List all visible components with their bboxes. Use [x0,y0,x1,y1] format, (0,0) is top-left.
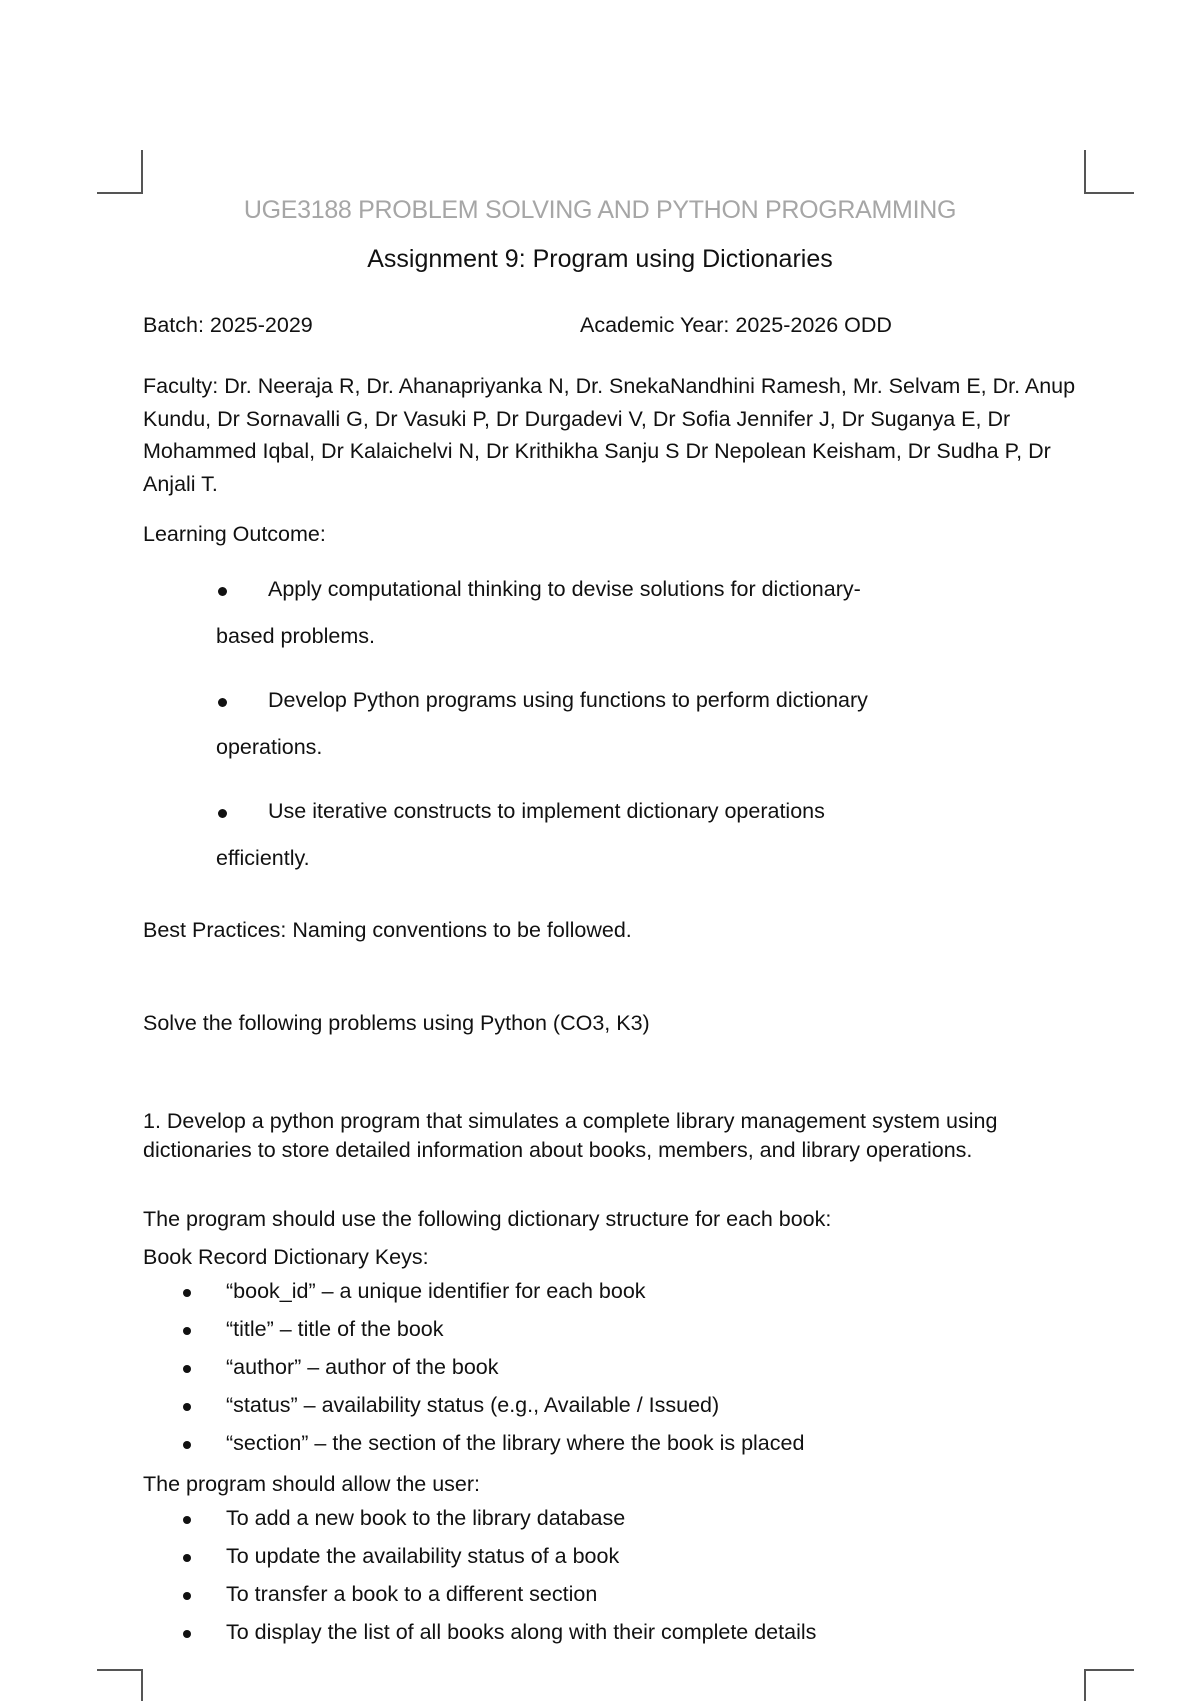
assignment-title: Assignment 9: Program using Dictionaries [367,245,833,273]
structure-intro: The program should use the following dictionary structure for each book: [143,1207,832,1231]
bullet-icon [183,1630,191,1638]
learning-outcome-line: Use iterative constructs to implement dictionary operations [268,799,825,823]
faculty-list: Faculty: Dr. Neeraja R, Dr. Ahanapriyanka N, Dr. SnekaNandhini Ramesh, Mr. Selvam E, Dr. Anup Kundu, Dr Sornavalli G, Dr Vasuki P, Dr Durgadevi V, Dr Sofia Jennifer J, Dr Suganya E, Dr Mohammed Iqbal, Dr Kalaichelvi N, Dr Krithikha Sanju S Dr Nepolean Keisham, Dr Sudha P, Dr Anjali T. [143,374,1076,496]
crop-mark-bottom-left [97,1669,143,1701]
keys-heading: Book Record Dictionary Keys: [143,1245,429,1269]
bullet-icon [183,1592,191,1600]
dictionary-key-item: “author” – author of the book [226,1355,499,1379]
operation-item: To display the list of all books along with their complete details [226,1620,817,1644]
learning-outcome-line: based problems. [216,624,375,648]
bullet-icon [218,698,227,707]
solve-instruction: Solve the following problems using Python (CO3, K3) [143,1011,650,1035]
bullet-icon [183,1516,191,1524]
operation-item: To add a new book to the library database [226,1506,626,1530]
learning-outcome-heading: Learning Outcome: [143,522,326,546]
bullet-icon [183,1403,191,1411]
learning-outcome-line: operations. [216,735,323,759]
best-practices-note: Best Practices: Naming conventions to be followed. [143,918,632,942]
dictionary-key-item: “title” – title of the book [226,1317,444,1341]
batch-label: Batch: 2025-2029 [143,313,313,337]
bullet-icon [183,1365,191,1373]
bullet-icon [218,587,227,596]
bullet-icon [183,1289,191,1297]
bullet-icon [218,809,227,818]
question-1-text: 1. Develop a python program that simulates a complete library management system using dictionaries to store detailed information about books, members, and library operations. [143,1109,998,1162]
crop-mark-top-right [1084,150,1134,194]
bullet-icon [183,1441,191,1449]
operation-item: To transfer a book to a different section [226,1582,598,1606]
operations-heading: The program should allow the user: [143,1472,481,1496]
learning-outcome-line: efficiently. [216,846,310,870]
course-header: UGE3188 PROBLEM SOLVING AND PYTHON PROGRAMMING [243,196,957,224]
academic-year-label: Academic Year: 2025-2026 ODD [580,313,892,337]
bullet-icon [183,1554,191,1562]
crop-mark-top-left [97,150,143,194]
learning-outcome-line: Apply computational thinking to devise solutions for dictionary- [268,577,861,601]
operation-item: To update the availability status of a book [226,1544,620,1568]
bullet-icon [183,1327,191,1335]
dictionary-key-item: “section” – the section of the library where the book is placed [226,1431,805,1455]
dictionary-key-item: “book_id” – a unique identifier for each book [226,1279,646,1303]
crop-mark-bottom-right [1084,1669,1134,1701]
dictionary-key-item: “status” – availability status (e.g., Available / Issued) [226,1393,720,1417]
learning-outcome-line: Develop Python programs using functions to perform dictionary [268,688,868,712]
